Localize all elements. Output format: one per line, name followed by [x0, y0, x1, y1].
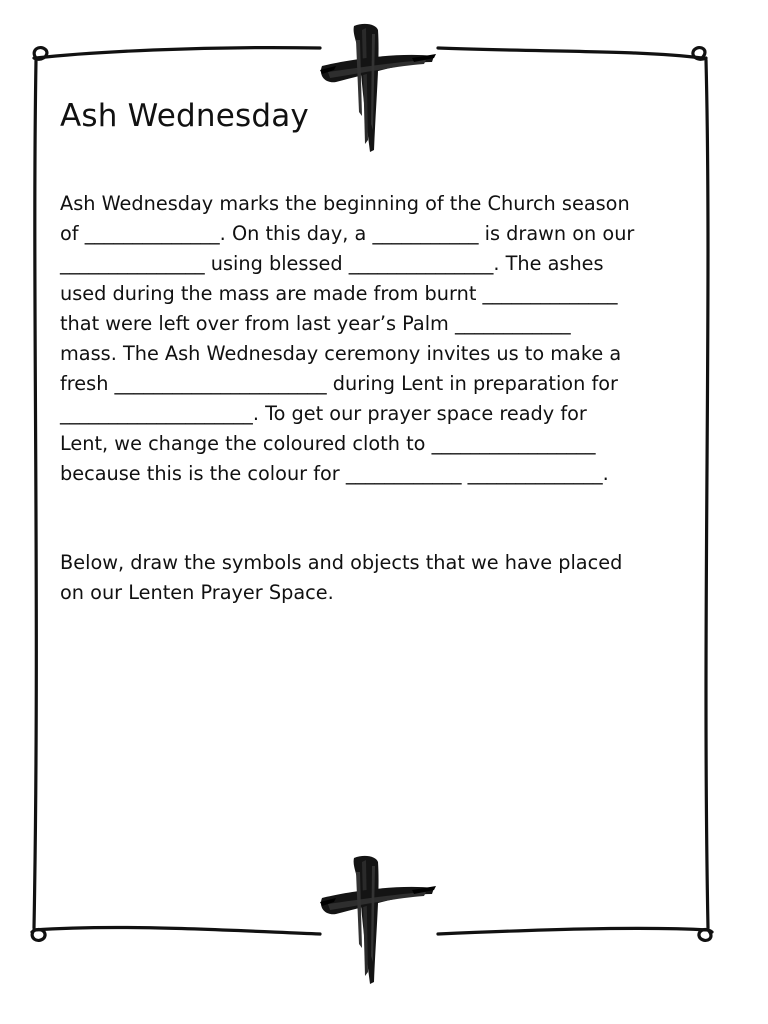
instruction-line: on our Lenten Prayer Space. — [60, 581, 334, 604]
paragraph-line: of ______________. On this day, a ___________ is drawn on our — [60, 222, 635, 245]
paragraph-line: fresh ______________________ during Lent in preparation for — [60, 372, 618, 395]
paragraph-line: used during the mass are made from burnt ______________ — [60, 282, 618, 305]
paragraph-line: because this is the colour for ____________ ______________. — [60, 462, 609, 485]
instruction-line: Below, draw the symbols and objects that we have placed — [60, 551, 623, 574]
paragraph-line: Ash Wednesday marks the beginning of the Church season — [60, 192, 630, 215]
paragraph-line: mass. The Ash Wednesday ceremony invites us to make a — [60, 342, 622, 365]
ash-cross-icon — [316, 20, 440, 156]
paragraph-line: ____________________. To get our prayer space ready for — [60, 402, 587, 425]
drawing-instruction — [60, 548, 700, 608]
page-title: Ash Wednesday — [60, 98, 309, 134]
paragraph-line: _______________ using blessed _______________. The ashes — [60, 252, 604, 275]
paragraph-line: Lent, we change the coloured cloth to _________________ — [60, 432, 596, 455]
paragraph-line: that were left over from last year’s Palm ____________ — [60, 312, 571, 335]
fill-in-blanks-paragraph — [60, 189, 700, 489]
ash-cross-icon — [316, 852, 440, 988]
